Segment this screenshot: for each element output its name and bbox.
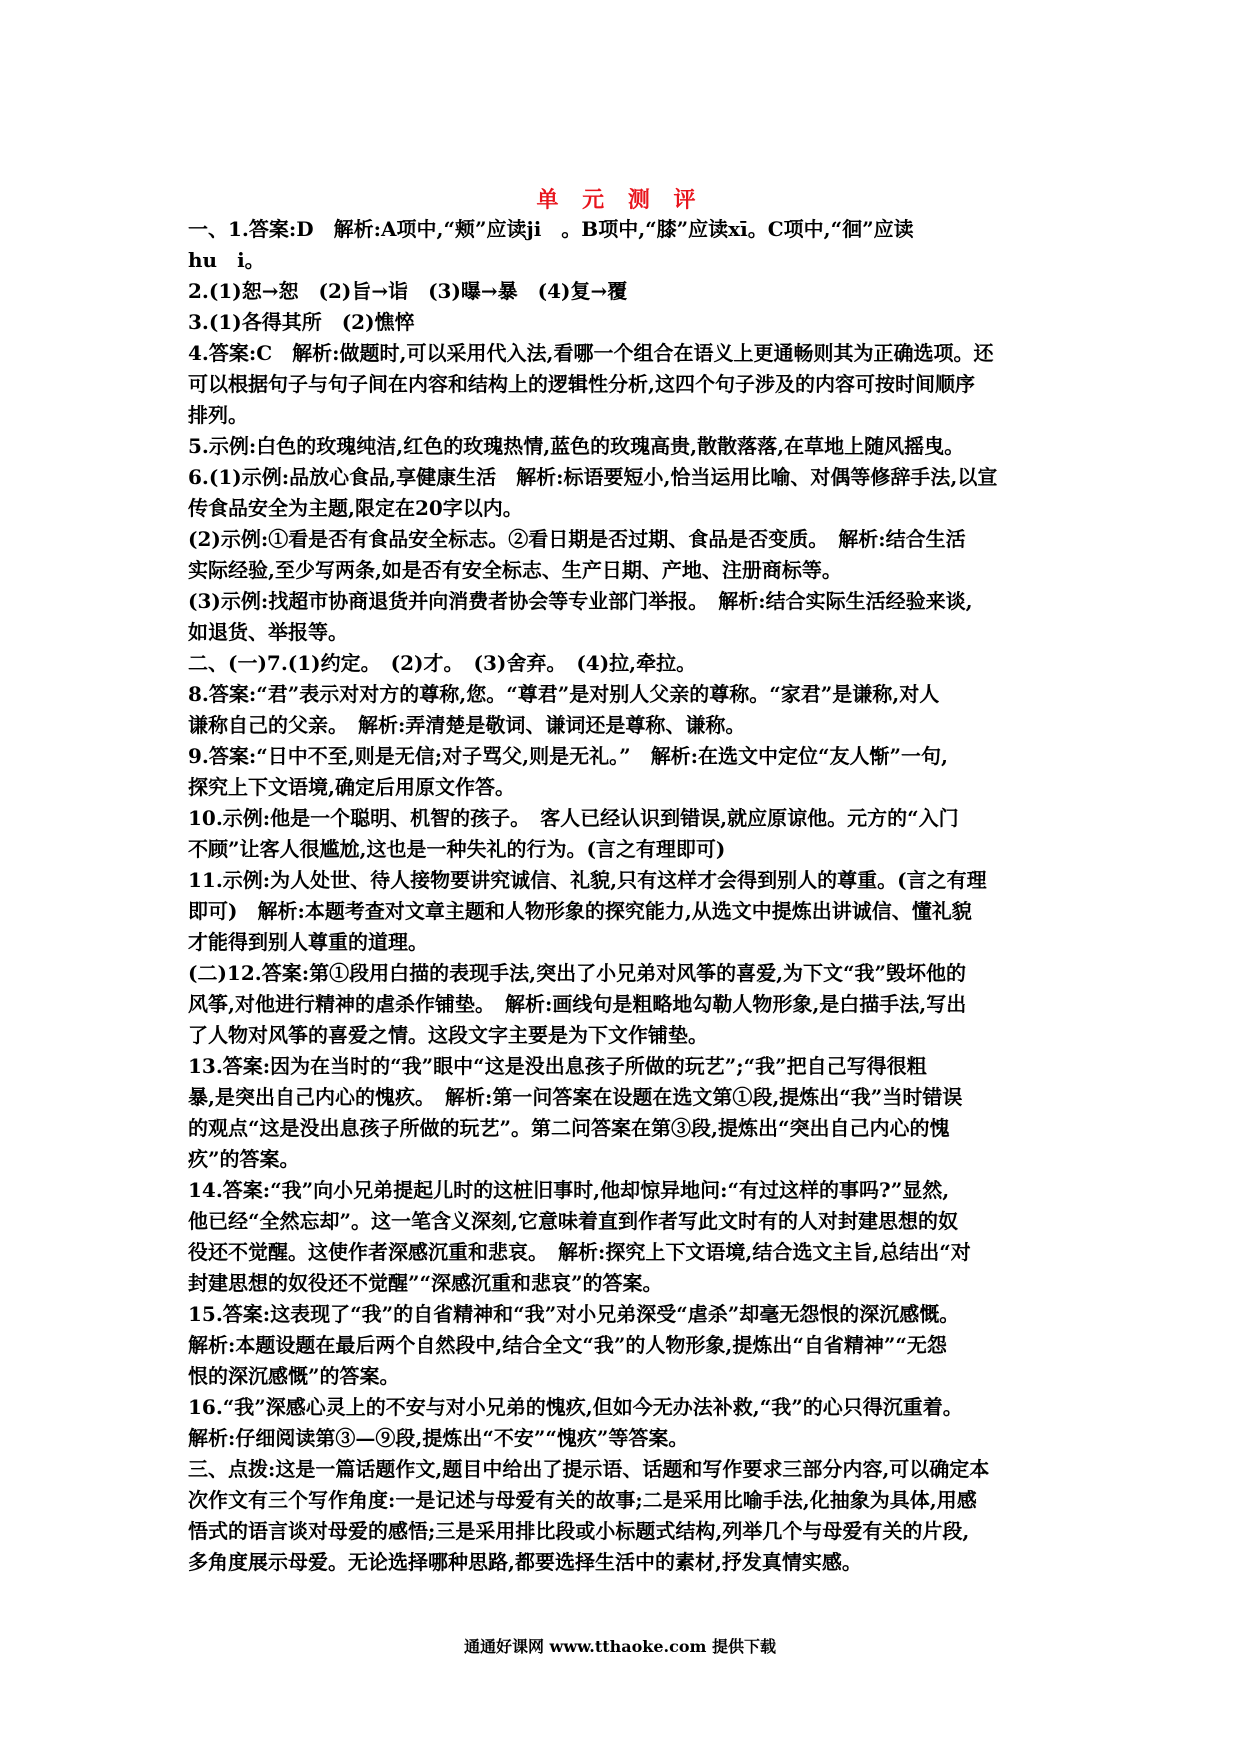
text-line: 多角度展示母爱。无论选择哪种思路,都要选择生活中的素材,抒发真情实感。 [188,1550,862,1574]
text-line: 10.示例:他是一个聪明、机智的孩子。 客人已经认识到错误,就应原谅他。元方的“入门 [188,806,959,830]
text-line: 悟式的语言谈对母爱的感悟;三是采用排比段或小标题式结构,列举几个与母爱有关的片段, [188,1519,970,1543]
text-line: hu i。 [188,248,265,272]
page-footer: 通通好课网 www.tthaoke.com 提供下载 [463,1637,777,1656]
text-line: 谦称自己的父亲。 解析:弄清楚是敬词、谦词还是尊称、谦称。 [188,713,746,737]
text-line: 二、(一)7.(1)约定。 (2)才。 (3)舍弃。 (4)拉,牵拉。 [188,651,697,675]
text-line: 即可) 解析:本题考查对文章主题和人物形象的探究能力,从选文中提炼出讲诚信、懂礼貌 [188,899,972,923]
text-line: 疚”的答案。 [188,1147,300,1171]
text-line: 5.示例:白色的玫瑰纯洁,红色的玫瑰热情,蓝色的玫瑰高贵,散散落落,在草地上随风摇曳。 [188,434,965,458]
text-line: 实际经验,至少写两条,如是否有安全标志、生产日期、产地、注册商标等。 [188,558,842,582]
text-line: 的观点“这是没出息孩子所做的玩艺”。第二问答案在第③段,提炼出“突出自己内心的愧 [188,1116,950,1140]
text-line: 2.(1)恕→恕 (2)旨→诣 (3)曝→暴 (4)复→覆 [188,279,628,303]
text-line: 三、点拨:这是一篇话题作文,题目中给出了提示语、话题和写作要求三部分内容,可以确定本 [188,1457,990,1481]
text-line: 11.示例:为人处世、待人接物要讲究诚信、礼貌,只有这样才会得到别人的尊重。(言之有理 [188,868,987,892]
text-line: 传食品安全为主题,限定在20字以内。 [188,496,523,520]
text-line: 14.答案:“我”向小兄弟提起儿时的这桩旧事时,他却惊异地问:“有过这样的事吗?”显然, [188,1178,950,1202]
text-line: 他已经“全然忘却”。这一笔含义深刻,它意味着直到作者写此文时有的人对封建思想的奴 [188,1209,958,1233]
page-title: 单 元 测 评 [536,187,704,213]
text-line: (二)12.答案:第①段用白描的表现手法,突出了小兄弟对风筝的喜爱,为下文“我”毁坏他的 [188,961,967,985]
text-line: 如退货、举报等。 [188,620,348,644]
text-line: 解析:本题设题在最后两个自然段中,结合全文“我”的人物形象,提炼出“自省精神”“无怨 [188,1333,947,1357]
text-line: 才能得到别人尊重的道理。 [188,930,428,954]
text-line: 了人物对风筝的喜爱之情。这段文字主要是为下文作铺垫。 [188,1023,708,1047]
text-line: 15.答案:这表现了“我”的自省精神和“我”对小兄弟深受“虐杀”却毫无怨恨的深沉感慨。 [188,1302,960,1326]
text-line: 4.答案:C 解析:做题时,可以采用代入法,看哪一个组合在语义上更通畅则其为正确选项。还 [188,341,994,365]
text-line: 一、1.答案:D 解析:A项中,“颊”应读ji 。B项中,“膝”应读xī。C项中,“徊”应读 [188,217,914,241]
text-line: 排列。 [188,403,248,427]
text-line: 13.答案:因为在当时的“我”眼中“这是没出息孩子所做的玩艺”;“我”把自己写得很粗 [188,1054,927,1078]
text-line: 可以根据句子与句子间在内容和结构上的逻辑性分析,这四个句子涉及的内容可按时间顺序 [188,372,975,396]
text-line: 封建思想的奴役还不觉醒”“深感沉重和悲哀”的答案。 [188,1271,663,1295]
text-line: 风筝,对他进行精神的虐杀作铺垫。 解析:画线句是粗略地勾勒人物形象,是白描手法,写出 [188,992,967,1016]
text-line: 8.答案:“君”表示对对方的尊称,您。“尊君”是对别人父亲的尊称。“家君”是谦称,对人 [188,682,940,706]
text-line: 次作文有三个写作角度:一是记述与母爱有关的故事;二是采用比喻手法,化抽象为具体,用感 [188,1488,977,1512]
text-line: 探究上下文语境,确定后用原文作答。 [188,775,515,799]
text-line: (3)示例:找超市协商退货并向消费者协会等专业部门举报。 解析:结合实际生活经验来谈, [188,589,973,613]
text-line: 6.(1)示例:品放心食品,享健康生活 解析:标语要短小,恰当运用比喻、对偶等修辞手法,以宣 [188,465,998,489]
text-line: 3.(1)各得其所 (2)憔悴 [188,310,415,334]
text-line: 解析:仔细阅读第③—⑨段,提炼出“不安”“愧疚”等答案。 [188,1426,689,1450]
answer-content [188,214,1068,1578]
text-line: 暴,是突出自己内心的愧疚。 解析:第一问答案在设题在选文第①段,提炼出“我”当时错误 [188,1085,963,1109]
text-line: 9.答案:“日中不至,则是无信;对子骂父,则是无礼。” 解析:在选文中定位“友人惭”一句, [188,744,948,768]
text-line: (2)示例:①看是否有食品安全标志。②看日期是否过期、食品是否变质。 解析:结合生活 [188,527,966,551]
text-line: 16.“我”深感心灵上的不安与对小兄弟的愧疚,但如今无办法补救,“我”的心只得沉重着。 [188,1395,963,1419]
text-line: 不顾”让客人很尴尬,这也是一种失礼的行为。(言之有理即可) [188,837,726,861]
text-line: 恨的深沉感慨”的答案。 [188,1364,400,1388]
text-line: 役还不觉醒。这使作者深感沉重和悲哀。 解析:探究上下文语境,结合选文主旨,总结出“对 [188,1240,971,1264]
